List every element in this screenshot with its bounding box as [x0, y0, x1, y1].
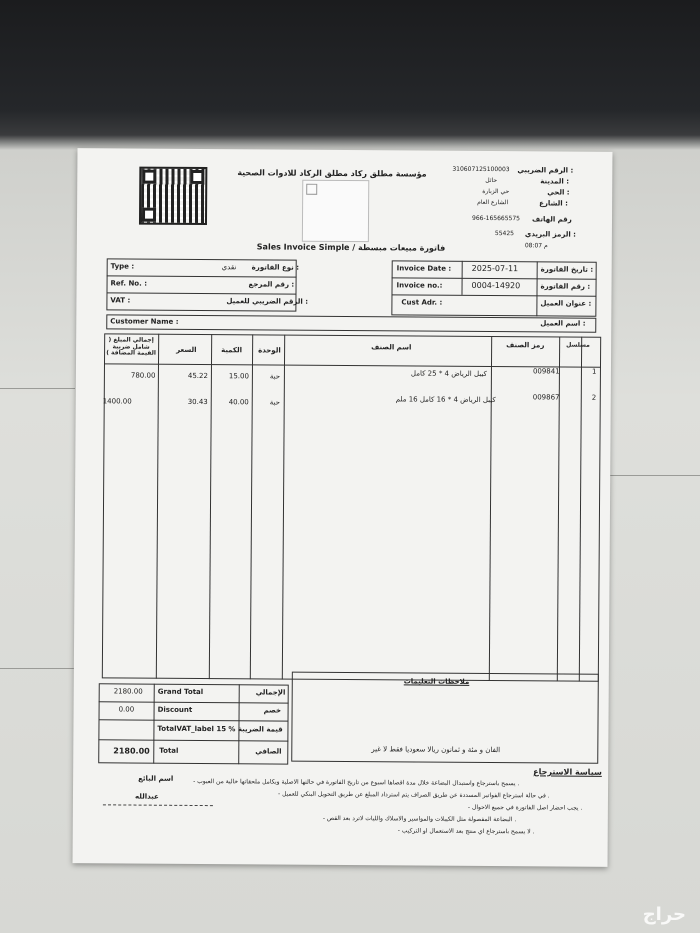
postal-label: الرمز البريدي :	[524, 230, 577, 239]
phone-value: 966-165665575	[471, 214, 521, 223]
invoice-date-value: 2025-07-11	[471, 263, 519, 274]
policy-line: - في حالة استرجاع الفواتير المسددة عن طريق الصراف يتم استرداد المبلغ عن طريق التحويل البنكي للعميل .	[277, 790, 550, 800]
ref-label-en: Ref. No. :	[110, 279, 148, 288]
th-seq: مسلسل	[566, 341, 590, 349]
th-code: رمز الصنف	[506, 341, 545, 350]
seller-name: عبدالله	[134, 792, 159, 801]
th-name: اسم الصنف	[371, 343, 412, 352]
th-total: إجمالي المبلغ ( شامل ضريبة القيمة المضافة )	[106, 336, 156, 357]
discount-value: 0.00	[118, 705, 135, 714]
company-name: مؤسسة مطلق ركاد مطلق الركاد للادوات الصحية	[237, 168, 427, 179]
th-qty: الكمية	[221, 346, 243, 355]
tax-no-value: 310607125100003	[452, 165, 510, 174]
vat-label-en: VAT :	[110, 296, 131, 305]
vat-label-ar: الرقم الضريبي للعميل :	[226, 297, 309, 306]
invoice-date-label-en: Invoice Date :	[396, 264, 452, 273]
cust-addr-label-ar: عنوان العميل :	[540, 299, 592, 308]
vat-total-label-ar: % قيمة الضريبة	[228, 725, 283, 734]
seller-signature-line	[103, 804, 213, 806]
th-price: السعر	[176, 345, 197, 354]
discount-label-en: Discount	[157, 705, 193, 714]
policy-line: - البضاعة المفصولة مثل الكيبلات والمواسير والاسلاك والليات لاترد بعد القص .	[322, 814, 517, 824]
phone-label: رقم الهاتف	[531, 215, 572, 224]
type-value: نقدي	[221, 263, 237, 272]
watermark-logo: حراج	[642, 904, 686, 925]
district-value: حي الزبارة	[482, 187, 510, 196]
ref-label-ar: رقم المرجع :	[248, 280, 295, 289]
time-value: م 08:07	[524, 242, 548, 250]
policy-title: سياسة الاسترجاع	[533, 767, 602, 777]
invoice-no-label-ar: رقم الفاتورة :	[540, 282, 591, 291]
customer-label-ar: اسم العميل :	[540, 319, 586, 328]
customer-label-en: Customer Name :	[110, 317, 179, 326]
postal-value: 55425	[494, 230, 515, 238]
vat-total-label-en: TotalVAT_label 15	[157, 724, 227, 734]
street-value: الشارع العام	[477, 198, 509, 207]
invoice-date-label-ar: تاريخ الفاتورة :	[540, 265, 594, 274]
logo-image	[302, 180, 369, 242]
invoice-paper	[73, 148, 613, 867]
policy-line: - يجب احضار اصل الفاتورة في جميع الاحوال .	[467, 803, 583, 812]
table-row: 1400.00 30.43 40.00 حبة كيبل الرياض 4 * 16 كامل 16 ملم 009867 2	[102, 393, 597, 407]
invoice-title: Sales Invoice Simple / فاتورة مبيعات مبسطة	[256, 242, 446, 253]
city-value: حائل	[485, 176, 498, 185]
grand-total-value: 2180.00	[113, 687, 143, 696]
type-label-ar: نوع الفاتورة :	[251, 263, 300, 272]
floor-seam	[0, 668, 75, 669]
net-total-value: 2180.00	[113, 746, 150, 756]
table-row: 780.00 45.22 15.00 حبة كيبل الرياض 4 * 25 كامل 009841 1	[130, 367, 597, 381]
amount-in-words: الفان و مئة و ثمانون ريالا سعوديا فقط لا غير	[371, 745, 501, 755]
city-label: المدينة :	[540, 177, 570, 186]
customer-row	[106, 314, 596, 332]
floor-seam	[0, 388, 75, 389]
floor-seam	[610, 475, 700, 476]
seller-label: اسم البائع	[138, 774, 174, 783]
tax-no-label: الرقم الضريبي :	[517, 166, 574, 175]
cust-addr-label-en: Cust Adr. :	[401, 298, 443, 307]
type-label-en: Type :	[110, 262, 135, 271]
items-table	[102, 333, 601, 681]
district-label: الحي :	[547, 188, 570, 197]
notes-title: ملاحظات التعليمات	[403, 677, 470, 686]
invoice-no-value: 0004-14920	[471, 280, 521, 291]
grand-total-label-ar: الإجمالي	[255, 688, 286, 697]
discount-label-ar: خصم	[263, 706, 282, 715]
net-total-label-en: Total	[159, 746, 179, 755]
street-label: الشارع :	[539, 199, 568, 208]
net-total-label-ar: الصافي	[255, 747, 282, 756]
policy-line: - يسمح باسترجاع واستبدال البضاعة خلال مدة اقصاها اسبوع من تاريخ الفاتورة في حالتها الاصلية وبكامل ملحقاتها خالية من العيوب .	[193, 777, 520, 788]
grand-total-label-en: Grand Total	[157, 687, 204, 697]
qr-code	[139, 167, 207, 225]
th-unit: الوحدة	[258, 346, 281, 355]
policy-line: - لا يسمح باسترجاع اي منتج بعد الاستعمال او التركيب .	[397, 827, 535, 836]
invoice-no-label-en: Invoice no.:	[396, 281, 443, 290]
